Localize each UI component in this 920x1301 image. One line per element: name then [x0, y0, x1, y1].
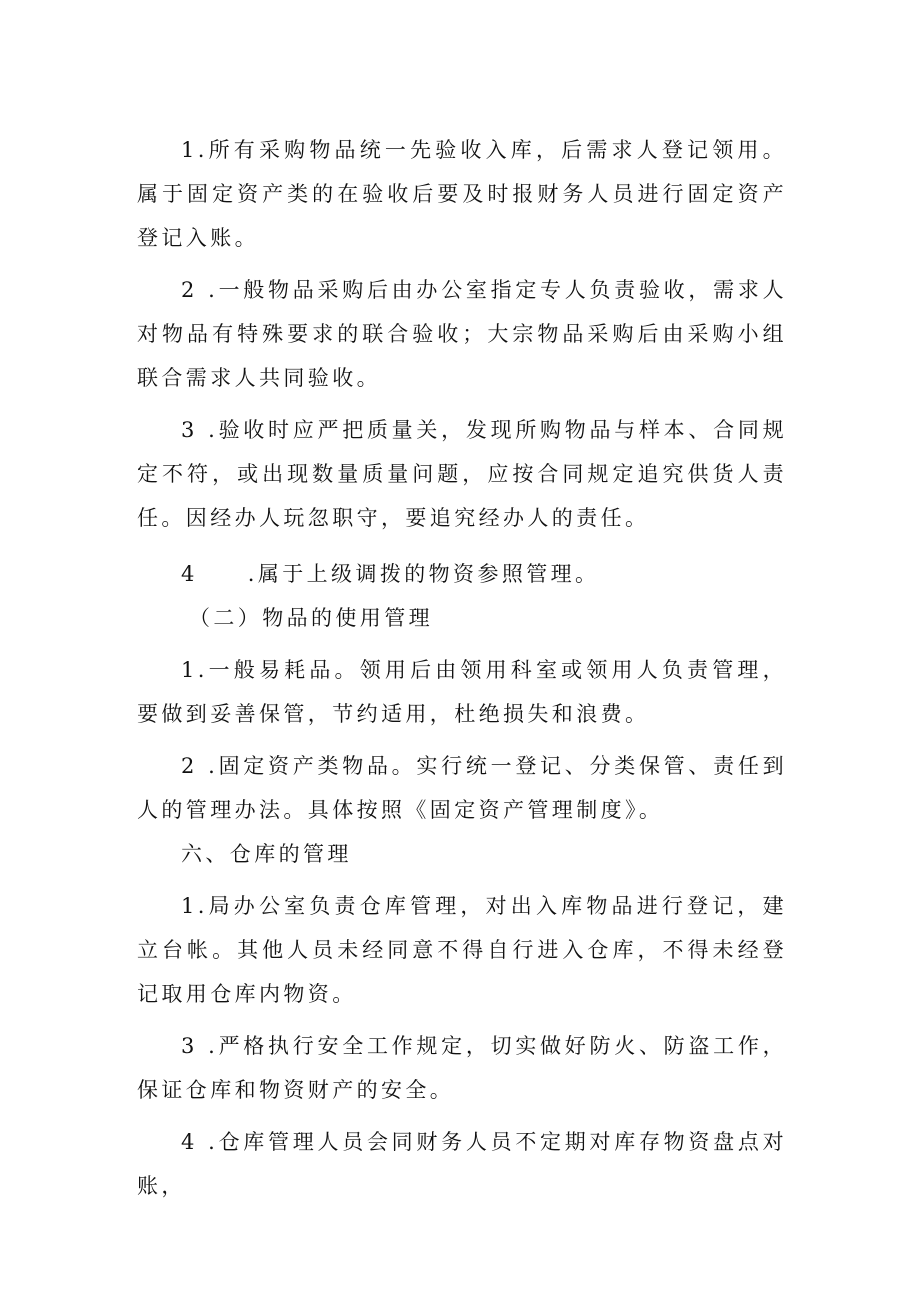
item-text: 一般易耗品。领用后由领用科室或领用人负责管理，要做到妥善保管，节约适用，杜绝损失和浪费。: [137, 658, 787, 726]
paragraph-item-1: [137, 128, 787, 260]
item-number: 1.: [181, 658, 208, 682]
paragraph-item-4: [137, 552, 787, 596]
paragraph-item-2: [137, 268, 787, 400]
item-number: 4 .: [181, 1130, 219, 1154]
item-text: 局办公室负责仓库管理，对出入库物品进行登记，建立台帐。其他人员未经同意不得自行进入仓库，不得未经登记取用仓库内物资。: [137, 894, 787, 1006]
item-number: 3 .: [181, 418, 219, 442]
use-item-1: [137, 648, 787, 736]
item-text: 一般物品采购后由办公室指定专人负责验收，需求人对物品有特殊要求的联合验收；大宗物品采购后由采购小组联合需求人共同验收。: [137, 278, 787, 390]
item-number: 4: [181, 562, 198, 586]
item-text: 验收时应严把质量关，发现所购物品与样本、合同规定不符，或出现数量质量问题，应按合同规定追究供货人责任。因经办人玩忽职守，要追究经办人的责任。: [137, 418, 787, 530]
warehouse-item-3: [137, 1024, 787, 1112]
item-text: 仓库管理人员会同财务人员不定期对库存物资盘点对账，: [137, 1130, 787, 1198]
item-number: 3 .: [181, 1034, 219, 1058]
use-item-2: [137, 744, 787, 832]
document-body: [137, 128, 787, 1208]
item-text: 所有采购物品统一先验收入库，后需求人登记领用。属于固定资产类的在验收后要及时报财务人员进行固定资产登记入账。: [137, 138, 787, 250]
paragraph-item-3: [137, 408, 787, 540]
warehouse-item-4: [137, 1120, 787, 1208]
item-text: 固定资产类物品。实行统一登记、分类保管、责任到人的管理办法。具体按照《固定资产管理制度》。: [137, 754, 787, 822]
section-heading-warehouse: 六、仓库的管理: [181, 842, 352, 866]
item-number: 2 .: [181, 754, 219, 778]
warehouse-item-1: [137, 884, 787, 1016]
item-number: 2 .: [181, 278, 219, 302]
item-text: 严格执行安全工作规定，切实做好防火、防盗工作，保证仓库和物资财产的安全。: [137, 1034, 787, 1102]
item-text: .属于上级调拨的物资参照管理。: [247, 562, 600, 586]
item-number: 1.: [181, 138, 208, 162]
item-number: 1.: [181, 894, 208, 918]
section-heading-use: （二）物品的使用管理: [189, 606, 433, 630]
